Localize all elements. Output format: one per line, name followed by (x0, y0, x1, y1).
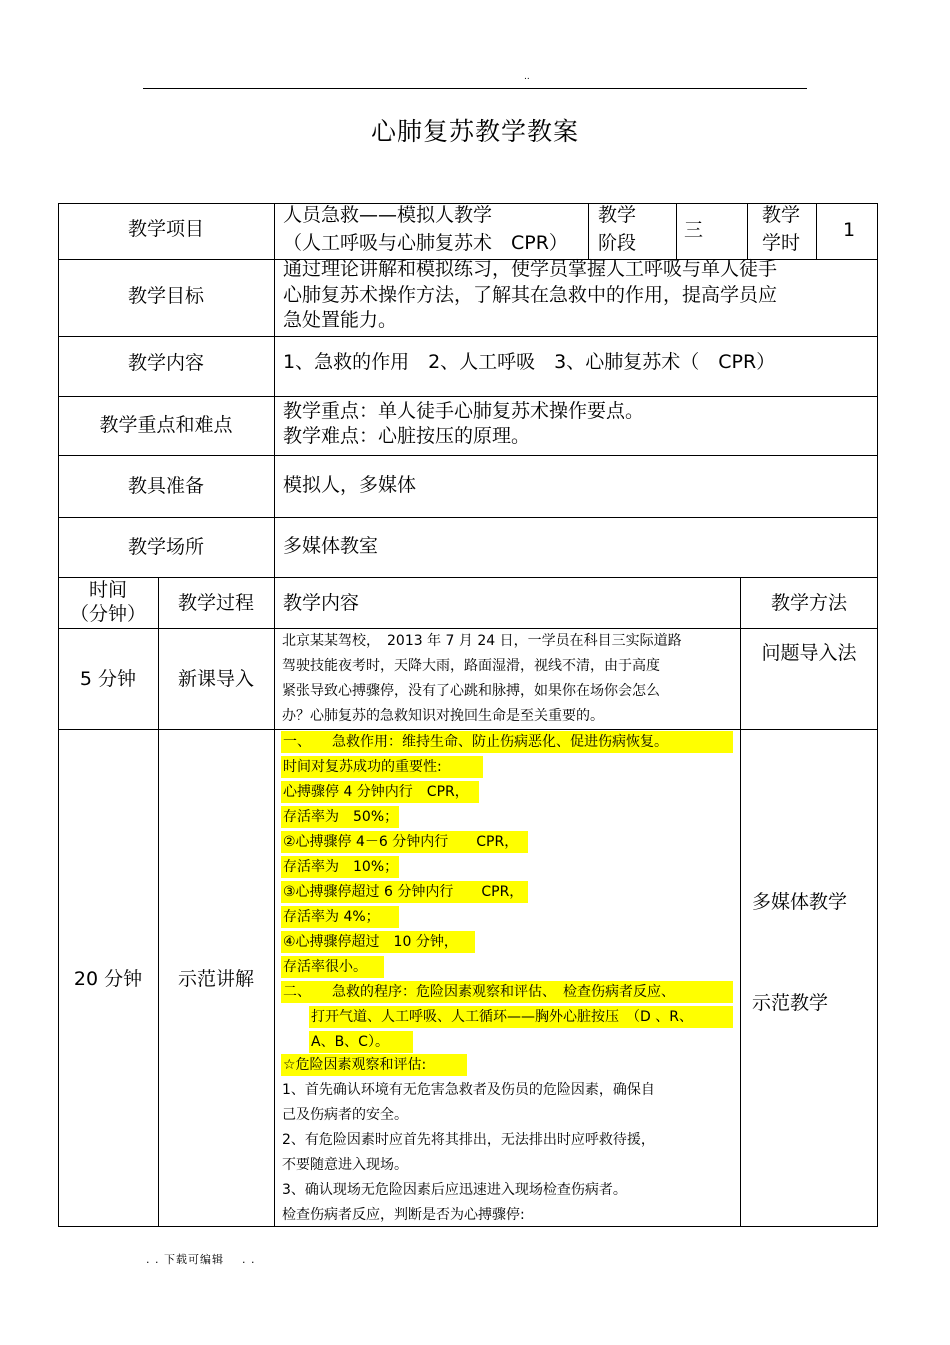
row2-line-5: 3、确认现场无危险因素后应迅速进入现场检查伤病者。 (282, 1182, 627, 1198)
stage-label-1: 教学 (598, 204, 637, 226)
row2-hl-line-9: ④心搏骤停超过 10 分钟， (281, 931, 475, 953)
col-process: 教学过程 (177, 592, 254, 614)
row2-method-1: 多媒体教学 (752, 891, 848, 913)
col-time-line-1: 时间 (88, 579, 127, 601)
row1-content-line-2: 驾驶技能夜考时，天降大雨，路面湿滑，视线不清，由于高度 (282, 658, 660, 674)
goal-line-1: 通过理论讲解和模拟练习，使学员掌握人工呼吸与单人徒手 (283, 258, 778, 280)
hours-value: 1 (843, 219, 856, 241)
row2-hl-line-2: 时间对复苏成功的重要性: (281, 756, 483, 778)
row2-line-2: 己及伤病者的安全。 (282, 1107, 408, 1123)
row2-hl-line-11: 二、 急救的程序：危险因素观察和评估、 检查伤病者反应、 (281, 981, 733, 1003)
project-line-2: （人工呼吸与心肺复苏术 CPR） (283, 232, 568, 254)
goal-line-3: 急处置能力。 (283, 309, 398, 331)
project-label: 教学项目 (127, 218, 204, 240)
row1-process: 新课导入 (177, 668, 254, 690)
stage-label-2: 阶段 (598, 232, 637, 254)
row2-hl-line-4: 存活率为 50%； (281, 806, 399, 828)
row2-hl-line-5: ②心搏骤停 4－6 分钟内行 CPR， (281, 831, 528, 853)
row1-time: 5 分钟 (79, 668, 137, 690)
hours-label-2: 学时 (762, 232, 801, 254)
stage-value: 三 (684, 219, 704, 241)
page-footer (146, 1251, 256, 1267)
goal-line-2: 心肺复苏术操作方法，了解其在急救中的作用，提高学员应 (283, 284, 778, 306)
place-label: 教学场所 (127, 536, 204, 558)
header-dots: .. (524, 72, 530, 82)
row1-content-line-1: 北京某某驾校， 2013 年 7 月 24 日，一学员在科目三实际道路 (282, 633, 682, 649)
project-line-1: 人员急救——模拟人教学 (283, 204, 493, 226)
tools-label: 教具准备 (127, 475, 204, 497)
focus-line-1: 教学重点：单人徒手心肺复苏术操作要点。 (283, 400, 645, 422)
hours-label-1: 教学 (762, 204, 801, 226)
row2-hl-line-10: 存活率很小。 (281, 956, 384, 978)
row2-line-1: 1、首先确认环境有无危害急救者及伤员的危险因素，确保自 (282, 1082, 655, 1098)
place-value: 多媒体教室 (283, 535, 379, 557)
footer-right: . . (242, 1253, 256, 1266)
content-label: 教学内容 (127, 352, 204, 374)
col-content: 教学内容 (283, 592, 360, 614)
row2-hl-line-12: 打开气道、人工呼吸、人工循环——胸外心脏按压 （D 、R、 (309, 1006, 733, 1028)
focus-label: 教学重点和难点 (99, 414, 233, 436)
row2-line-3: 2、有危险因素时应首先将其排出，无法排出时应呼救待援， (282, 1132, 655, 1148)
focus-line-2: 教学难点：心脏按压的原理。 (283, 425, 531, 447)
page-title: 心肺复苏教学教案 (370, 117, 579, 146)
goal-label: 教学目标 (127, 285, 204, 307)
row2-hl-line-14: ☆危险因素观察和评估: (281, 1054, 467, 1076)
row2-hl-line-6: 存活率为 10%； (281, 856, 399, 878)
row2-line-6: 检查伤病者反应，判断是否为心搏骤停: (282, 1207, 525, 1223)
row1-method: 问题导入法 (761, 642, 857, 664)
row2-hl-line-7: ③心搏骤停超过 6 分钟内行 CPR， (281, 881, 528, 903)
row1-content-line-4: 办？心肺复苏的急救知识对挽回生命是至关重要的。 (282, 708, 604, 724)
row2-hl-line-3: 心搏骤停 4 分钟内行 CPR， (281, 781, 479, 803)
row2-method-2: 示范教学 (752, 992, 829, 1014)
row1-content-line-3: 紧张导致心搏骤停，没有了心跳和脉搏，如果你在场你会怎么 (282, 683, 660, 699)
content-value: 1、急救的作用 2、人工呼吸 3、心肺复苏术（ CPR） (283, 351, 776, 373)
tools-value: 模拟人，多媒体 (283, 474, 417, 496)
row2-time: 20 分钟 (73, 968, 143, 990)
col-method: 教学方法 (770, 592, 847, 614)
row2-hl-line-1: 一、 急救作用：维持生命、防止伤病恶化、促进伤病恢复。 (281, 731, 733, 753)
row2-line-4: 不要随意进入现场。 (282, 1157, 408, 1173)
footer-left: . . 下载可编辑 (146, 1253, 224, 1266)
row2-process: 示范讲解 (177, 968, 254, 990)
col-time-line-2: （分钟） (69, 603, 146, 625)
row2-hl-line-13: A、B、C）。 (309, 1031, 413, 1053)
row2-hl-line-8: 存活率为 4%； (281, 906, 399, 928)
header-rule (143, 88, 807, 89)
